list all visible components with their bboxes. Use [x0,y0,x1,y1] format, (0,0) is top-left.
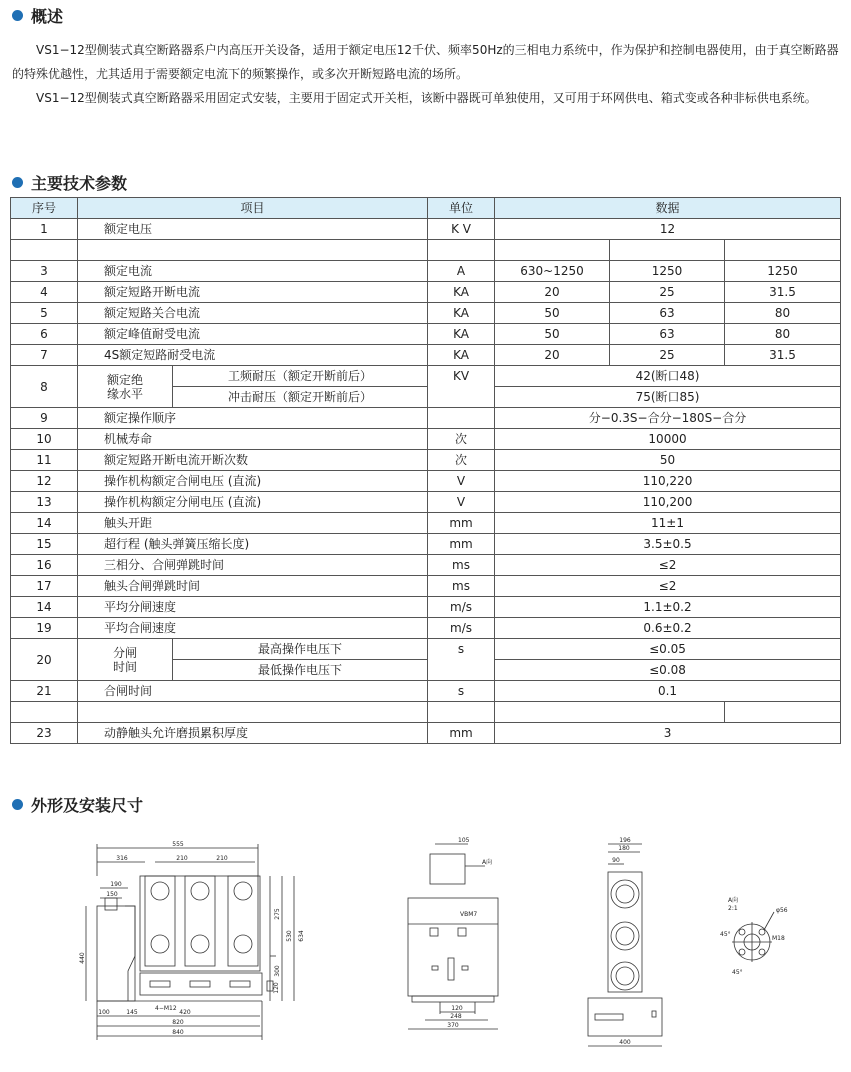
cell-value: ≤2 [495,555,841,576]
cell-value: 1.1±0.2 [495,597,841,618]
cell-no: 15 [11,534,78,555]
params-heading [12,171,127,194]
spec-table [10,197,841,744]
dim-120b: 120 [451,1005,463,1012]
cell-value-c: 1250 [725,261,841,282]
cell-no: 8 [11,366,78,408]
header-item: 项目 [78,198,428,219]
cell-item: 平均合闸速度 [78,618,428,639]
cell-unit: K V [428,219,495,240]
table-row [11,618,841,639]
cell-no: 12 [11,471,78,492]
cell-no: 16 [11,555,78,576]
arrow-a-label: A向 [482,859,493,866]
table-row [11,219,841,240]
dim-634: 634 [298,930,305,942]
bullet-dot-icon [12,799,23,810]
cell-value: 0.1 [495,681,841,702]
cell-no: 14 [11,597,78,618]
cell-no: 5 [11,303,78,324]
cell-subitem: 最低操作电压下 [173,660,428,681]
dim-316: 316 [116,855,128,862]
cell-value: ≤0.08 [495,660,841,681]
cell-value-b: 25 [610,345,725,366]
cell-unit: V [428,492,495,513]
cell-empty [610,240,725,261]
dim-120: 120 [273,982,280,994]
cell-empty [725,240,841,261]
cell-empty [495,702,725,723]
dim-phi56: φ56 [776,907,788,914]
cell-unit: ms [428,555,495,576]
cell-group [78,366,173,408]
cell-empty [78,240,428,261]
cell-no: 23 [11,723,78,744]
dim-180: 180 [618,845,630,852]
cell-no: 1 [11,219,78,240]
table-row [11,261,841,282]
group-label-2: 时间 [112,659,137,674]
cell-unit: KA [428,345,495,366]
cell-value-a: 50 [495,303,610,324]
params-title: 主要技术参数 [31,174,128,193]
cell-no: 21 [11,681,78,702]
cell-value-c: 31.5 [725,282,841,303]
detail-title: A向 [728,897,739,904]
cell-empty [725,702,841,723]
cell-no: 10 [11,429,78,450]
cell-item: 额定峰值耐受电流 [78,324,428,345]
cell-unit: A [428,261,495,282]
cell-empty [78,702,428,723]
cell-unit: KA [428,282,495,303]
table-row [11,492,841,513]
cell-value-c: 80 [725,324,841,345]
cell-value: 3 [495,723,841,744]
cell-empty [428,240,495,261]
cell-item: 额定电压 [78,219,428,240]
cell-value: ≤0.05 [495,639,841,660]
group-label-1: 分闸 [112,645,137,660]
cell-item: 额定短路开断电流 [78,282,428,303]
table-row [11,639,841,660]
cell-value: 75(断口85) [495,387,841,408]
cell-unit: KA [428,324,495,345]
dim-210b: 210 [216,855,228,862]
cell-unit: mm [428,534,495,555]
cell-value: 3.5±0.5 [495,534,841,555]
cell-no: 19 [11,618,78,639]
cell-value: 11±1 [495,513,841,534]
cell-value-c: 31.5 [725,345,841,366]
model-label: VBM7 [460,911,478,918]
cell-no: 4 [11,282,78,303]
table-row [11,324,841,345]
overview-para-2: VS1−12型侧装式真空断路器采用固定式安装，主要用于固定式开关柜，该断中器既可单独使用，又可用于环网供电、箱式变或各种非标供电系统。 [36,91,817,105]
overview-title: 概述 [31,7,64,26]
top-view-drawing [580,836,670,1051]
cell-value-a: 20 [495,345,610,366]
bullet-dot-icon [12,177,23,188]
cell-subitem: 最高操作电压下 [173,639,428,660]
angle-45-b: 45° [732,969,743,976]
cell-no: 3 [11,261,78,282]
table-row [11,408,841,429]
dim-440: 440 [79,952,86,964]
cell-group [78,639,173,681]
cell-item: 触头合闸弹跳时间 [78,576,428,597]
cell-item: 额定短路关合电流 [78,303,428,324]
table-row [11,450,841,471]
cell-value: 10000 [495,429,841,450]
cell-no: 11 [11,450,78,471]
cell-value-b: 63 [610,324,725,345]
dims-title: 外形及安装尺寸 [31,796,144,815]
detail-scale: 2:1 [728,905,738,912]
header-unit: 单位 [428,198,495,219]
cell-unit: m/s [428,618,495,639]
dim-820: 820 [172,1019,184,1026]
cell-value-b: 25 [610,282,725,303]
table-row [11,282,841,303]
cell-value: 分−0.3S−合分−180S−合分 [495,408,841,429]
cell-unit: V [428,471,495,492]
cell-item: 操作机构额定合闸电压 (直流) [78,471,428,492]
cell-item: 平均分闸速度 [78,597,428,618]
table-row [11,303,841,324]
cell-subitem: 工频耐压（额定开断前后） [173,366,428,387]
group-label-2: 缘水平 [106,386,143,401]
cell-unit: mm [428,723,495,744]
cell-value: 12 [495,219,841,240]
table-row [11,534,841,555]
group-label-1: 额定绝 [106,372,143,387]
cell-empty [11,702,78,723]
cell-unit: 次 [428,429,495,450]
cell-value: 110,220 [495,471,841,492]
cell-item: 动静触头允许磨损累积厚度 [78,723,428,744]
cell-item: 机械寿命 [78,429,428,450]
dim-m18: M18 [772,935,785,942]
header-data: 数据 [495,198,841,219]
cell-value-a: 50 [495,324,610,345]
table-header-row [11,198,841,219]
dim-210a: 210 [176,855,188,862]
cell-value-a: 20 [495,282,610,303]
cell-value-b: 63 [610,303,725,324]
header-no: 序号 [11,198,78,219]
dim-555: 555 [172,841,184,848]
cell-value-b: 1250 [610,261,725,282]
dim-105: 105 [458,837,470,844]
dim-145: 145 [126,1009,138,1016]
cell-no: 17 [11,576,78,597]
cell-unit: s [428,639,495,681]
table-row [11,576,841,597]
angle-45-a: 45° [720,931,731,938]
dim-90: 90 [612,857,620,864]
bullet-dot-icon [12,10,23,21]
dim-300: 300 [274,965,281,977]
table-row-empty [11,240,841,261]
cell-value: 42(断口48) [495,366,841,387]
cell-value: 110,200 [495,492,841,513]
cell-item: 超行程 (触头弹簧压缩长度) [78,534,428,555]
cell-item: 额定短路开断电流开断次数 [78,450,428,471]
cell-unit: KA [428,303,495,324]
dim-196: 196 [619,837,631,844]
cell-no: 14 [11,513,78,534]
cell-item: 4S额定短路耐受电流 [78,345,428,366]
cell-value: 0.6±0.2 [495,618,841,639]
dim-420: 420 [179,1009,191,1016]
cell-value: ≤2 [495,576,841,597]
cell-unit [428,408,495,429]
overview-para-1: VS1−12型侧装式真空断路器系户内高压开关设备，适用于额定电压12千伏、频率50Hz的三相电力系统中，作为保护和控制电器使用，由于真空断路器的特殊优越性，尤其适用于需要额定电流下的频繁操作，或多次开断短路电流的场所。 [12,43,839,81]
dim-150: 150 [106,891,118,898]
table-row-empty [11,702,841,723]
cell-unit: s [428,681,495,702]
cell-empty [495,240,610,261]
table-row [11,345,841,366]
cell-item: 合闸时间 [78,681,428,702]
table-row [11,429,841,450]
cell-no: 20 [11,639,78,681]
dim-190: 190 [110,881,122,888]
table-row [11,681,841,702]
dim-100: 100 [98,1009,110,1016]
dims-heading [12,793,143,816]
cell-no: 7 [11,345,78,366]
table-row [11,471,841,492]
cell-empty [11,240,78,261]
cell-unit: m/s [428,597,495,618]
dim-248: 248 [450,1013,462,1020]
cell-item: 操作机构额定分闸电压 (直流) [78,492,428,513]
table-row [11,723,841,744]
dim-400: 400 [619,1039,631,1046]
detail-a-drawing [720,890,800,980]
cell-value-a: 630~1250 [495,261,610,282]
dim-370: 370 [447,1022,459,1029]
table-row [11,366,841,387]
cell-subitem: 冲击耐压（额定开断前后） [173,387,428,408]
cell-no: 9 [11,408,78,429]
cell-value-c: 80 [725,303,841,324]
front-view-drawing [80,836,320,1046]
cell-no: 13 [11,492,78,513]
dim-530: 530 [286,930,293,942]
cell-unit: KV [428,366,495,408]
cell-item: 额定电流 [78,261,428,282]
cell-unit: ms [428,576,495,597]
overview-heading [12,4,63,27]
table-row [11,597,841,618]
cell-unit: mm [428,513,495,534]
dim-840: 840 [172,1029,184,1036]
table-row [11,513,841,534]
cell-value: 50 [495,450,841,471]
side-view-drawing [400,836,510,1036]
dim-275: 275 [274,908,281,920]
table-row [11,555,841,576]
cell-no: 6 [11,324,78,345]
cell-empty [428,702,495,723]
cell-item: 额定操作顺序 [78,408,428,429]
cell-item: 触头开距 [78,513,428,534]
dim-m12: 4−M12 [155,1005,177,1012]
cell-item: 三相分、合闸弹跳时间 [78,555,428,576]
cell-unit: 次 [428,450,495,471]
